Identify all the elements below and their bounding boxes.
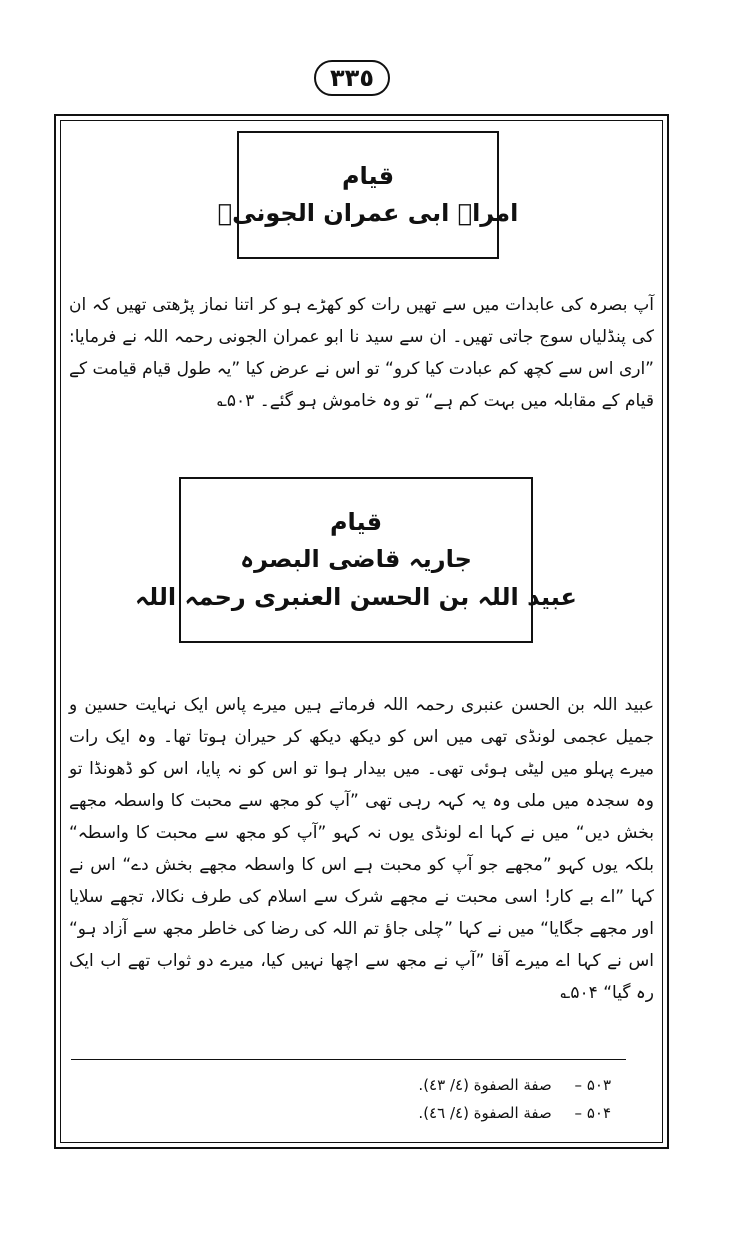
footnote-number: ۵۰۳ –	[574, 1076, 611, 1094]
section-2-heading: قیام	[329, 508, 383, 537]
footnote-item	[371, 1071, 611, 1099]
section-2-paragraph: عبید اللہ بن الحسن عنبری رحمہ اللہ فرماتے ہیں میرے پاس ایک نہایت حسین و جمیل عجمی لونڈی تھی میں اس کو دیکھ دیکھ کر حیران ہوتا تھا۔ وہ ایک رات میرے پہلو میں لیٹی ہوئی تھی۔ میں بیدار ہوا تو اس کو نہ پایا، اس کو ڈھونڈا تو وہ سجدہ میں ملی وہ یہ کہہ رہی تھی ”آپ کو مجھ سے محبت کا واسطہ مجھے بخش دیں“ میں نے کہا اے لونڈی یوں نہ کہو ”آپ کو مجھ سے محبت کا واسطہ“ بلکہ یوں کہو ”مجھے جو آپ کو محبت ہے اس کا واسطہ مجھے بخش دے“ اس نے کہا ”اے بے کار! اسی محبت نے مجھے شرک سے اسلام کی طرف نکالا، تجھے سلایا اور مجھے جگایا“ میں نے کہا ”چلی جاؤ تم اللہ کی رضا کی خاطر مجھ سے آزاد ہو“ اس نے کہا اے میرے آقا ”آپ نے مجھ سے اچھا نہیں کیا، میرے دو ثواب تھے اب ایک رہ گیا“ ۵۰۴؎	[69, 695, 654, 1003]
footnote-reference: صفة الصفوة (٤/ ٤٣).	[418, 1076, 552, 1094]
section-1-heading: قیام	[341, 161, 395, 190]
footnote-divider	[71, 1059, 626, 1060]
section-2-subheading: جاریہ قاضی البصرہ	[240, 545, 472, 574]
section-1-paragraph: آپ بصرہ کی عابدات میں سے تھیں رات کو کھڑے ہو کر اتنا نماز پڑھتی تھیں کہ ان کی پنڈلیاں سوج جاتی تھیں۔ ان سے سید نا ابو عمران الجونی رحمہ اللہ نے فرمایا: ”اری اس سے کچھ کم عبادت کیا کرو“ تو اس نے عرض کیا ”یہ طول قیام قیامت کے قیام کے مقابلہ میں بہت کم ہے“ تو وہ خاموش ہو گئے۔ ۵۰۳؎	[69, 295, 654, 411]
footnotes	[371, 1071, 611, 1127]
section-1-title-box	[217, 131, 519, 259]
footnote-item	[371, 1099, 611, 1127]
page-number: ٣٣٥	[314, 60, 390, 96]
inner-frame	[60, 120, 663, 1143]
page-frame	[54, 114, 669, 1149]
footnote-reference: صفة الصفوة (٤/ ٤٦).	[418, 1104, 552, 1122]
section-2-subheading-2: عبید اللہ بن الحسن العنبری رحمہ اللہ	[135, 582, 577, 611]
section-1-subheading: امراۃ ابی عمران الجونیؒ	[217, 199, 519, 227]
section-2-title-box	[135, 477, 577, 643]
footnote-number: ۵۰۴ –	[574, 1104, 611, 1122]
